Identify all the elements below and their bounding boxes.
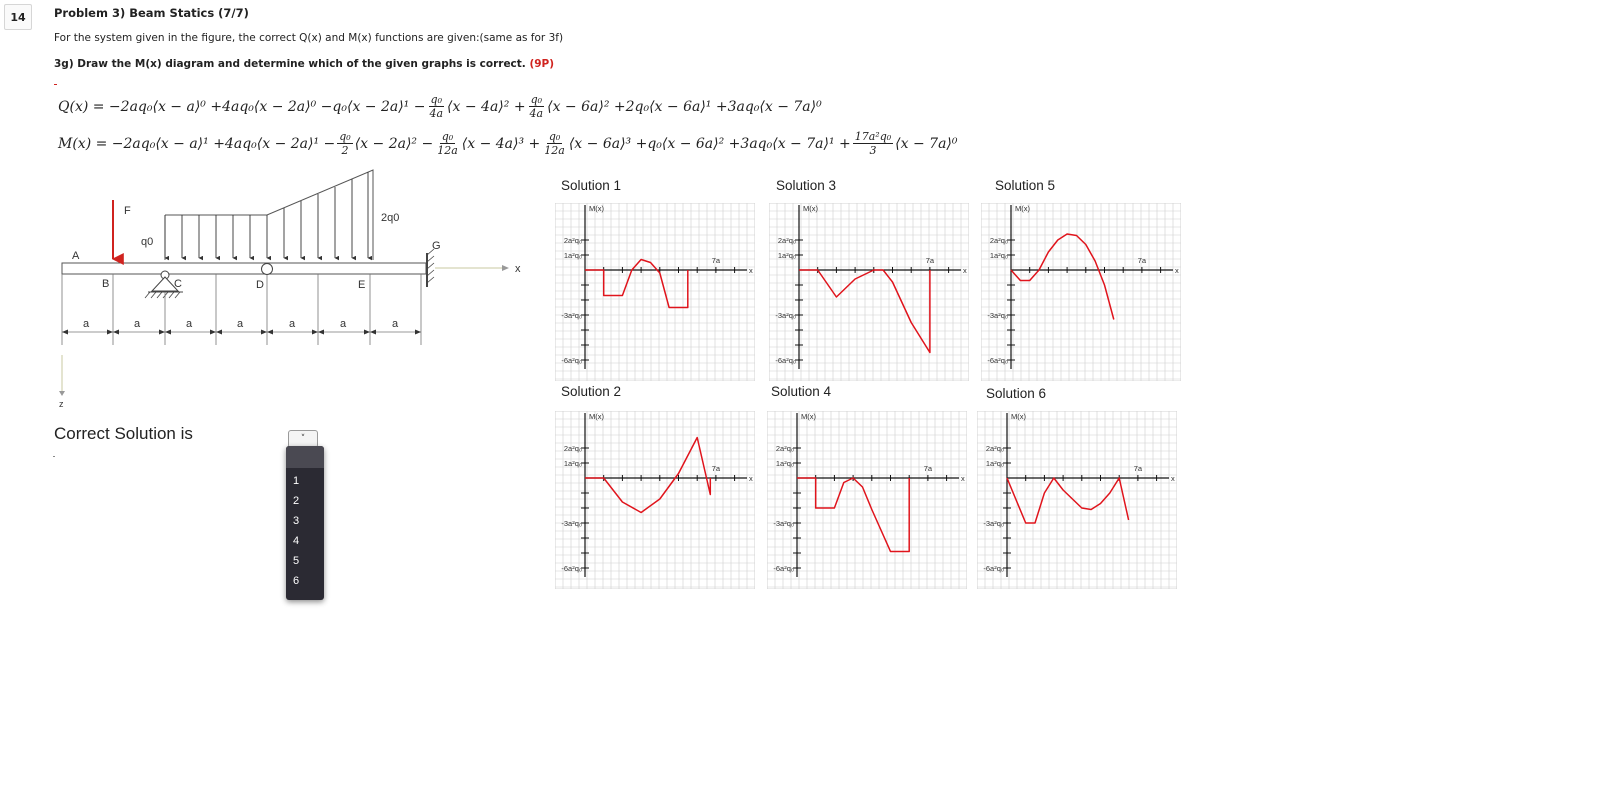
label-a: A <box>72 250 80 262</box>
solution-plot-1 <box>555 203 755 381</box>
m-frac-den: 2 <box>341 144 349 157</box>
solution-title-1: Solution 1 <box>561 178 622 193</box>
plot-7a-label: 7a <box>1133 464 1143 473</box>
solution-plot-5 <box>981 203 1181 381</box>
label-g: G <box>432 240 441 252</box>
solution-plot-6 <box>977 411 1177 589</box>
dim-a: a <box>83 318 90 330</box>
plot-y-label: 2a²q₀ <box>777 236 796 245</box>
plot-moment-curve <box>799 270 930 353</box>
label-b: B <box>102 278 110 290</box>
plot-y-label: -3a²q₀ <box>773 519 794 528</box>
q-formula-part: ⟨x − 4a⟩² + <box>447 98 526 115</box>
dim-a: a <box>237 318 244 330</box>
plot-y-label: -3a²q₀ <box>775 311 796 320</box>
required-mark <box>54 84 57 85</box>
m-fraction <box>435 130 460 157</box>
plot-y-label: 2a²q₀ <box>563 236 582 245</box>
plot-y-label: 1a²q₀ <box>777 251 796 260</box>
m-frac-den: 12a <box>544 144 565 157</box>
q-frac-den: 4a <box>429 107 444 120</box>
chevron-down-icon: ˅ <box>300 434 306 444</box>
q-formula <box>58 93 822 120</box>
plot-x-label: x <box>1171 474 1175 483</box>
q-fraction <box>427 93 445 120</box>
solution-plot-3 <box>769 203 969 381</box>
plot-y-label: 2a²q₀ <box>985 444 1004 453</box>
task-text: 3g) Draw the M(x) diagram and determine which of the given graphs is correct. <box>54 58 526 70</box>
label-c: C <box>174 278 182 290</box>
solution-title-5: Solution 5 <box>995 178 1056 193</box>
dim-a: a <box>186 318 193 330</box>
dim-a: a <box>289 318 296 330</box>
dropdown-option-4[interactable]: 4 <box>293 535 300 547</box>
label-e: E <box>358 279 366 291</box>
dropdown-option-1[interactable]: 1 <box>293 475 300 487</box>
plot-y-label: 1a²q₀ <box>563 251 582 260</box>
q-fraction <box>528 93 546 120</box>
plot-x-label: x <box>1175 266 1179 275</box>
m-frac-num: 17a²q₀ <box>854 130 892 143</box>
dropdown-option-2[interactable]: 2 <box>293 495 300 507</box>
q-frac-num: q₀ <box>430 93 442 106</box>
plot-y-label: -3a²q₀ <box>987 311 1008 320</box>
dropdown-option-5[interactable]: 5 <box>293 555 300 567</box>
plot-x-label: x <box>961 474 965 483</box>
q-formula-part: Q(x) = −2aq₀⟨x − a⟩⁰ +4aq₀⟨x − 2a⟩⁰ −q₀⟨x − 2a⟩¹ − <box>58 98 426 115</box>
label-z: z <box>59 399 64 409</box>
plot-y-label: 1a²q₀ <box>775 459 794 468</box>
plot-y-label: -6a²q₀ <box>561 356 582 365</box>
m-formula-part: ⟨x − 4a⟩³ + <box>461 135 541 152</box>
plot-y-label: -6a²q₀ <box>561 564 582 573</box>
answer-label: Correct Solution is <box>54 424 193 443</box>
m-frac-num: q₀ <box>339 130 351 143</box>
dim-a: a <box>340 318 347 330</box>
label-x: x <box>515 263 521 275</box>
label-q0: q0 <box>141 236 154 248</box>
solution-title-4: Solution 4 <box>771 384 832 399</box>
m-formula-part: M(x) = −2aq₀⟨x − a⟩¹ +4aq₀⟨x − 2a⟩¹ − <box>58 135 336 152</box>
m-frac-den: 3 <box>869 144 877 157</box>
plot-m-label: M(x) <box>589 412 604 421</box>
plot-7a-label: 7a <box>711 256 721 265</box>
plot-m-label: M(x) <box>1015 204 1030 213</box>
dim-a: a <box>392 318 399 330</box>
text-dot <box>53 456 55 457</box>
plot-y-label: -3a²q₀ <box>561 519 582 528</box>
solution-title-3: Solution 3 <box>776 178 837 193</box>
m-frac-den: 12a <box>437 144 458 157</box>
plot-y-label: 1a²q₀ <box>985 459 1004 468</box>
solution-title-6: Solution 6 <box>986 386 1047 401</box>
plot-m-label: M(x) <box>589 204 604 213</box>
plot-y-label: -3a²q₀ <box>983 519 1004 528</box>
dropdown-option-blank[interactable] <box>286 446 324 468</box>
plot-x-label: x <box>963 266 967 275</box>
m-fraction <box>853 130 893 157</box>
plot-y-label: -6a²q₀ <box>773 564 794 573</box>
m-formula <box>58 130 958 157</box>
plot-y-label: -6a²q₀ <box>983 564 1004 573</box>
plot-m-label: M(x) <box>801 412 816 421</box>
label-d: D <box>256 279 264 291</box>
solution-title-2: Solution 2 <box>561 384 622 399</box>
plot-7a-label: 7a <box>711 464 721 473</box>
dropdown-option-3[interactable]: 3 <box>293 515 300 527</box>
plot-m-label: M(x) <box>803 204 818 213</box>
plot-y-label: -3a²q₀ <box>561 311 582 320</box>
solution-dropdown-list <box>286 446 324 600</box>
q-frac-den: 4a <box>529 107 544 120</box>
plot-m-label: M(x) <box>1011 412 1026 421</box>
plot-y-label: 1a²q₀ <box>989 251 1008 260</box>
question-title: Problem 3) Beam Statics (7/7) <box>54 6 249 20</box>
label-f: F <box>124 205 131 217</box>
m-frac-num: q₀ <box>548 130 561 143</box>
question-task <box>54 58 554 70</box>
plot-7a-label: 7a <box>925 256 935 265</box>
m-frac-num: q₀ <box>441 130 454 143</box>
label-2q0: 2q0 <box>381 212 400 224</box>
dropdown-option-6[interactable]: 6 <box>293 575 300 587</box>
solution-plot-2 <box>555 411 755 589</box>
plot-y-label: 2a²q₀ <box>563 444 582 453</box>
m-formula-part: ⟨x − 2a⟩² − <box>354 135 434 152</box>
m-formula-part: ⟨x − 6a⟩³ +q₀⟨x − 6a⟩² +3aq₀⟨x − 7a⟩¹ + <box>568 135 851 152</box>
m-formula-part: ⟨x − 7a⟩⁰ <box>895 135 958 152</box>
plot-y-label: -6a²q₀ <box>987 356 1008 365</box>
dim-a: a <box>134 318 141 330</box>
plot-7a-label: 7a <box>923 464 933 473</box>
m-fraction <box>542 130 567 157</box>
plot-7a-label: 7a <box>1137 256 1147 265</box>
plot-y-label: 2a²q₀ <box>989 236 1008 245</box>
q-formula-part: ⟨x − 6a⟩² +2q₀⟨x − 6a⟩¹ +3aq₀⟨x − 7a⟩⁰ <box>547 98 822 115</box>
question-number: 14 <box>4 4 32 30</box>
plot-x-label: x <box>749 474 753 483</box>
plot-moment-curve <box>1011 234 1114 320</box>
m-fraction <box>337 130 352 157</box>
plot-x-label: x <box>749 266 753 275</box>
solution-plot-4 <box>767 411 967 589</box>
plot-y-label: 1a²q₀ <box>563 459 582 468</box>
task-points: (9P) <box>529 58 555 70</box>
beam-figure <box>50 165 540 415</box>
question-intro: For the system given in the figure, the correct Q(x) and M(x) functions are given:(same as for 3f) <box>54 32 564 44</box>
plot-y-label: 2a²q₀ <box>775 444 794 453</box>
q-frac-num: q₀ <box>530 93 543 106</box>
plot-y-label: -6a²q₀ <box>775 356 796 365</box>
